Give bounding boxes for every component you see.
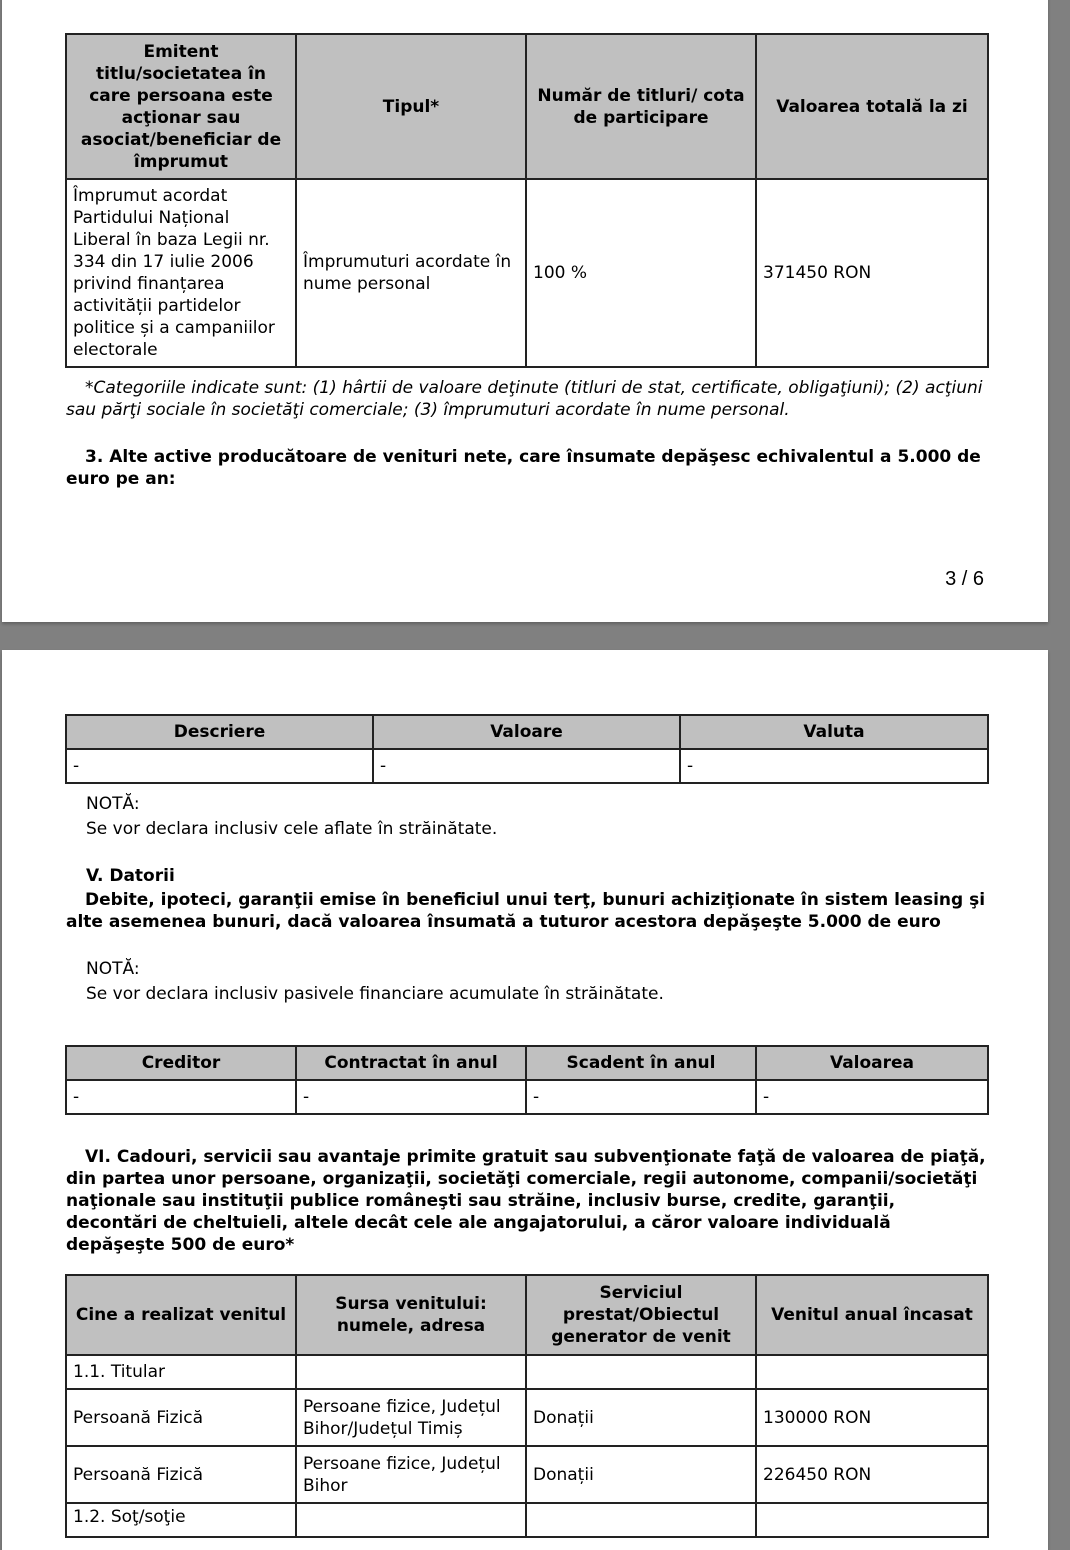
- table-cell: -: [756, 1080, 988, 1114]
- categories-footnote: *Categoriile indicate sunt: (1) hârtii de valoare deţinute (titluri de stat, certificate, obligaţiuni); (2) acţiuni sau părţi sociale în societăţi comerciale; (3) împrumuturi acordate în nume personal.: [66, 378, 983, 420]
- table-header-row: [66, 1046, 988, 1080]
- column-header: Contractat în anul: [296, 1046, 526, 1080]
- table-cell: -: [526, 1080, 756, 1114]
- note-text: Se vor declara inclusiv pasivele financiare acumulate în străinătate.: [86, 984, 664, 1004]
- table-row: [66, 1355, 988, 1389]
- table-header-row: [66, 34, 988, 179]
- table-row: [66, 1389, 988, 1446]
- table-cell: [756, 1355, 988, 1389]
- other-assets-table: [65, 714, 989, 784]
- table-cell: [526, 1355, 756, 1389]
- table-header-row: [66, 715, 988, 749]
- table-cell: -: [66, 1080, 296, 1114]
- pdf-page-3: [2, 0, 1048, 622]
- table-cell: [526, 1503, 756, 1537]
- section-vi-heading: VI. Cadouri, servicii sau avantaje primite gratuit sau subvenţionate faţă de valoarea de piaţă, din partea unor persoane, organizaţii, societăţi comerciale, regii autonome, companii/societăţi naţionale sau instituţii publice româneşti sau străine, inclusiv burse, credite, garanţii, decontări de cheltuieli, altele decât cele ale angajatorului, a căror valoare individuală depăşeşte 500 de euro*: [66, 1147, 986, 1255]
- table-header-row: [66, 1275, 988, 1355]
- section-v-title: V. Datorii: [86, 866, 175, 886]
- table-cell: Împrumut acordat Partidului Național Liberal în baza Legii nr. 334 din 17 iulie 2006 privind finanțarea activității partidelor politice și a campaniilor electorale: [66, 179, 296, 367]
- table-cell: 226450 RON: [756, 1446, 988, 1503]
- table-cell: 100 %: [526, 179, 756, 367]
- table-cell: Persoane fizice, Județul Bihor/Județul Timiș: [296, 1389, 526, 1446]
- table-cell: 1.1. Titular: [66, 1355, 296, 1389]
- column-header: Scadent în anul: [526, 1046, 756, 1080]
- table-cell: [296, 1355, 526, 1389]
- table-cell: Persoană Fizică: [66, 1389, 296, 1446]
- table-cell: 371450 RON: [756, 179, 988, 367]
- column-header: Valoarea totală la zi: [756, 34, 988, 179]
- table-row: [66, 179, 988, 367]
- section-3-heading: 3. Alte active producătoare de venituri nete, care însumate depăşesc echivalentul a 5.000 de euro pe an:: [66, 447, 981, 489]
- column-header: Descriere: [66, 715, 373, 749]
- table-cell: Donații: [526, 1446, 756, 1503]
- table-cell: Persoană Fizică: [66, 1446, 296, 1503]
- column-header: Valuta: [680, 715, 988, 749]
- table-cell: -: [66, 749, 373, 783]
- table-cell: 1.2. Soţ/soţie: [66, 1503, 296, 1537]
- note-text: Se vor declara inclusiv cele aflate în străinătate.: [86, 819, 498, 839]
- column-header: Cine a realizat venitul: [66, 1275, 296, 1355]
- table-cell: [296, 1503, 526, 1537]
- note-label: NOTĂ:: [86, 794, 140, 814]
- gifts-table: [65, 1274, 989, 1538]
- column-header: Creditor: [66, 1046, 296, 1080]
- table-row: [66, 1446, 988, 1503]
- column-header: Valoare: [373, 715, 680, 749]
- column-header: Valoarea: [756, 1046, 988, 1080]
- column-header: Sursa venitului: numele, adresa: [296, 1275, 526, 1355]
- section-v-description: Debite, ipoteci, garanţii emise în beneficiul unui terţ, bunuri achiziţionate în sistem leasing şi alte asemenea bunuri, dacă valoarea însumată a tuturor acestora depăşeşte 5.000 de euro: [66, 890, 986, 932]
- page-indicator: 3 / 6: [945, 568, 984, 590]
- column-header: Emitent titlu/societatea în care persoana este acţionar sau asociat/beneficiar de împrumut: [66, 34, 296, 179]
- column-header: Venitul anual încasat: [756, 1275, 988, 1355]
- pdf-page-4: [2, 650, 1048, 1550]
- table-cell: Persoane fizice, Județul Bihor: [296, 1446, 526, 1503]
- note-label: NOTĂ:: [86, 959, 140, 979]
- table-cell: -: [373, 749, 680, 783]
- debts-table: [65, 1045, 989, 1115]
- table-cell: -: [680, 749, 988, 783]
- table-cell: 130000 RON: [756, 1389, 988, 1446]
- investments-table: [65, 33, 989, 368]
- column-header: Tipul*: [296, 34, 526, 179]
- table-row: [66, 1503, 988, 1537]
- table-cell: -: [296, 1080, 526, 1114]
- column-header: Număr de titluri/ cota de participare: [526, 34, 756, 179]
- column-header: Serviciul prestat/Obiectul generator de venit: [526, 1275, 756, 1355]
- table-cell: Împrumuturi acordate în nume personal: [296, 179, 526, 367]
- table-cell: [756, 1503, 988, 1537]
- table-row: [66, 749, 988, 783]
- table-cell: Donații: [526, 1389, 756, 1446]
- table-row: [66, 1080, 988, 1114]
